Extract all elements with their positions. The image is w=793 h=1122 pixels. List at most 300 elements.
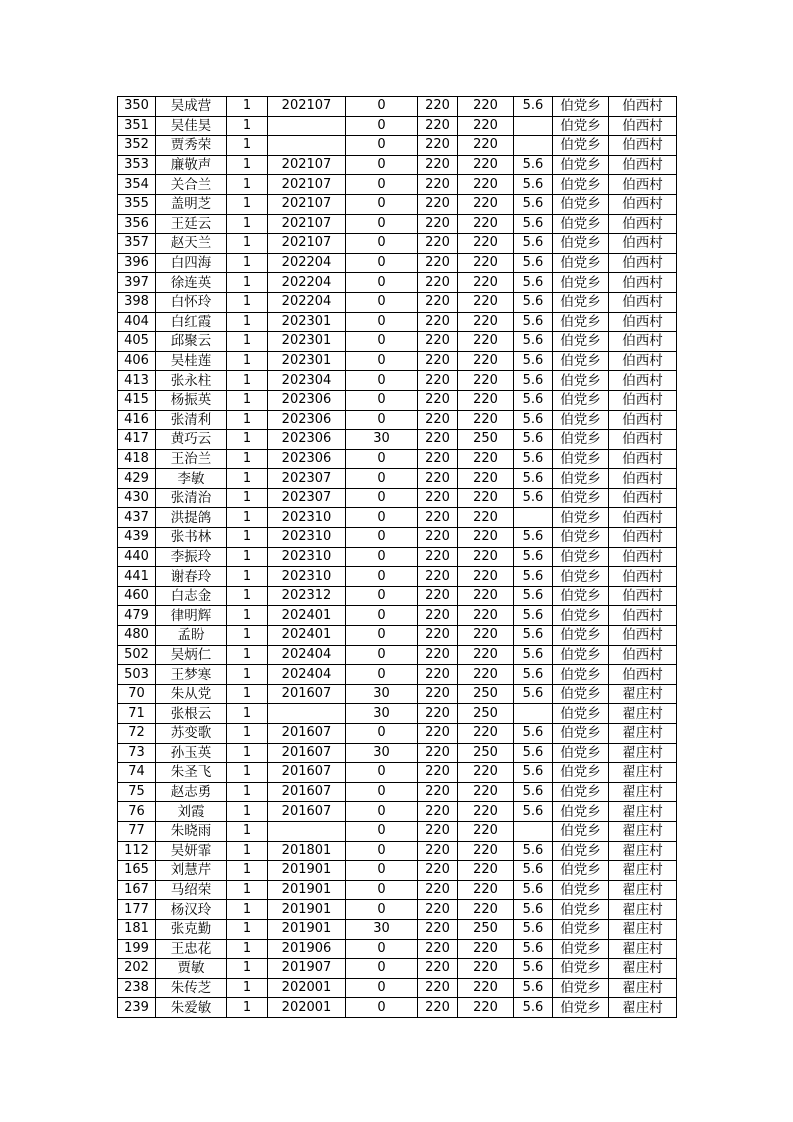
cell-name: 朱爱敏 (156, 998, 227, 1018)
cell-total-amount: 220 (458, 645, 514, 665)
cell-name: 朱圣飞 (156, 763, 227, 783)
cell-base-amount: 220 (418, 234, 458, 254)
cell-base-amount: 220 (418, 469, 458, 489)
cell-supplement: 0 (346, 136, 418, 156)
cell-row-number: 413 (118, 371, 156, 391)
cell-name: 洪提鸽 (156, 508, 227, 528)
cell-start-month: 202107 (268, 155, 346, 175)
cell-supplement: 0 (346, 410, 418, 430)
cell-count: 1 (227, 351, 268, 371)
cell-rate: 5.6 (514, 253, 553, 273)
cell-start-month: 202301 (268, 312, 346, 332)
cell-rate: 5.6 (514, 292, 553, 312)
cell-rate (514, 704, 553, 724)
cell-name: 吴桂莲 (156, 351, 227, 371)
cell-count: 1 (227, 175, 268, 195)
cell-village: 伯西村 (609, 410, 677, 430)
cell-count: 1 (227, 900, 268, 920)
cell-rate: 5.6 (514, 410, 553, 430)
cell-rate: 5.6 (514, 332, 553, 352)
cell-village: 翟庄村 (609, 763, 677, 783)
table-row (118, 273, 677, 293)
cell-base-amount: 220 (418, 488, 458, 508)
cell-total-amount: 220 (458, 528, 514, 548)
cell-township: 伯党乡 (553, 900, 609, 920)
cell-name: 张永柱 (156, 371, 227, 391)
cell-township: 伯党乡 (553, 488, 609, 508)
cell-count: 1 (227, 292, 268, 312)
cell-start-month: 201607 (268, 802, 346, 822)
cell-township: 伯党乡 (553, 998, 609, 1018)
table-row (118, 488, 677, 508)
cell-township: 伯党乡 (553, 175, 609, 195)
cell-rate: 5.6 (514, 959, 553, 979)
table-row (118, 684, 677, 704)
cell-supplement: 0 (346, 351, 418, 371)
cell-start-month (268, 704, 346, 724)
cell-row-number: 503 (118, 665, 156, 685)
cell-count: 1 (227, 332, 268, 352)
table-row (118, 586, 677, 606)
cell-rate: 5.6 (514, 528, 553, 548)
cell-start-month: 201607 (268, 684, 346, 704)
cell-township: 伯党乡 (553, 724, 609, 744)
cell-township: 伯党乡 (553, 332, 609, 352)
cell-village: 伯西村 (609, 273, 677, 293)
cell-rate: 5.6 (514, 724, 553, 744)
cell-count: 1 (227, 136, 268, 156)
cell-count: 1 (227, 978, 268, 998)
cell-row-number: 502 (118, 645, 156, 665)
cell-village: 翟庄村 (609, 684, 677, 704)
cell-count: 1 (227, 528, 268, 548)
cell-count: 1 (227, 234, 268, 254)
cell-row-number: 202 (118, 959, 156, 979)
cell-township: 伯党乡 (553, 665, 609, 685)
cell-total-amount: 220 (458, 567, 514, 587)
cell-name: 白志金 (156, 586, 227, 606)
table-row (118, 998, 677, 1018)
cell-row-number: 355 (118, 194, 156, 214)
cell-supplement: 0 (346, 978, 418, 998)
cell-supplement: 0 (346, 567, 418, 587)
table-row (118, 821, 677, 841)
cell-count: 1 (227, 567, 268, 587)
cell-village: 翟庄村 (609, 959, 677, 979)
cell-start-month: 202310 (268, 528, 346, 548)
cell-township: 伯党乡 (553, 586, 609, 606)
cell-row-number: 165 (118, 861, 156, 881)
cell-total-amount: 220 (458, 782, 514, 802)
cell-start-month: 201906 (268, 939, 346, 959)
cell-supplement: 0 (346, 508, 418, 528)
cell-village: 伯西村 (609, 253, 677, 273)
cell-name: 朱传芝 (156, 978, 227, 998)
cell-township: 伯党乡 (553, 763, 609, 783)
cell-base-amount: 220 (418, 978, 458, 998)
cell-start-month: 202301 (268, 351, 346, 371)
cell-supplement: 0 (346, 821, 418, 841)
cell-base-amount: 220 (418, 900, 458, 920)
cell-total-amount: 220 (458, 665, 514, 685)
table-row (118, 194, 677, 214)
cell-name: 杨振英 (156, 390, 227, 410)
cell-rate: 5.6 (514, 469, 553, 489)
cell-start-month: 201907 (268, 959, 346, 979)
table-row (118, 214, 677, 234)
cell-supplement: 0 (346, 292, 418, 312)
cell-total-amount: 250 (458, 743, 514, 763)
table-row (118, 97, 677, 117)
cell-supplement: 0 (346, 586, 418, 606)
cell-village: 翟庄村 (609, 978, 677, 998)
cell-row-number: 238 (118, 978, 156, 998)
records-table (117, 96, 677, 1018)
cell-row-number: 418 (118, 449, 156, 469)
cell-row-number: 357 (118, 234, 156, 254)
cell-start-month (268, 821, 346, 841)
cell-start-month: 202107 (268, 234, 346, 254)
cell-village: 伯西村 (609, 175, 677, 195)
cell-start-month: 202107 (268, 97, 346, 117)
cell-supplement: 0 (346, 116, 418, 136)
cell-name: 张克勤 (156, 919, 227, 939)
cell-base-amount: 220 (418, 273, 458, 293)
cell-township: 伯党乡 (553, 116, 609, 136)
cell-base-amount: 220 (418, 547, 458, 567)
cell-total-amount: 220 (458, 978, 514, 998)
cell-village: 翟庄村 (609, 880, 677, 900)
cell-start-month: 201607 (268, 782, 346, 802)
cell-total-amount: 220 (458, 136, 514, 156)
cell-count: 1 (227, 390, 268, 410)
cell-name: 王治兰 (156, 449, 227, 469)
cell-rate: 5.6 (514, 802, 553, 822)
cell-supplement: 0 (346, 763, 418, 783)
cell-start-month: 202312 (268, 586, 346, 606)
cell-total-amount: 220 (458, 273, 514, 293)
table-row (118, 567, 677, 587)
cell-rate: 5.6 (514, 782, 553, 802)
cell-name: 王忠花 (156, 939, 227, 959)
table-row (118, 939, 677, 959)
cell-start-month: 202307 (268, 469, 346, 489)
cell-name: 邱聚云 (156, 332, 227, 352)
cell-count: 1 (227, 645, 268, 665)
cell-start-month: 202001 (268, 978, 346, 998)
cell-base-amount: 220 (418, 959, 458, 979)
cell-start-month: 202204 (268, 292, 346, 312)
cell-village: 伯西村 (609, 97, 677, 117)
cell-name: 徐连英 (156, 273, 227, 293)
cell-supplement: 0 (346, 469, 418, 489)
cell-row-number: 439 (118, 528, 156, 548)
cell-row-number: 177 (118, 900, 156, 920)
cell-total-amount: 220 (458, 802, 514, 822)
cell-count: 1 (227, 273, 268, 293)
cell-township: 伯党乡 (553, 136, 609, 156)
cell-start-month: 202107 (268, 214, 346, 234)
cell-supplement: 0 (346, 880, 418, 900)
cell-total-amount: 220 (458, 253, 514, 273)
cell-rate: 5.6 (514, 645, 553, 665)
cell-name: 李振玲 (156, 547, 227, 567)
cell-start-month: 202301 (268, 332, 346, 352)
cell-start-month: 202401 (268, 606, 346, 626)
cell-start-month (268, 136, 346, 156)
cell-name: 朱晓雨 (156, 821, 227, 841)
cell-supplement: 0 (346, 802, 418, 822)
cell-total-amount: 250 (458, 430, 514, 450)
cell-count: 1 (227, 782, 268, 802)
cell-row-number: 350 (118, 97, 156, 117)
cell-total-amount: 220 (458, 469, 514, 489)
cell-supplement: 0 (346, 939, 418, 959)
cell-total-amount: 220 (458, 861, 514, 881)
cell-start-month: 202204 (268, 253, 346, 273)
cell-village: 伯西村 (609, 292, 677, 312)
cell-village: 伯西村 (609, 665, 677, 685)
cell-start-month: 202310 (268, 508, 346, 528)
cell-rate: 5.6 (514, 861, 553, 881)
cell-village: 翟庄村 (609, 704, 677, 724)
cell-base-amount: 220 (418, 332, 458, 352)
cell-township: 伯党乡 (553, 684, 609, 704)
table-row (118, 782, 677, 802)
cell-count: 1 (227, 214, 268, 234)
cell-row-number: 416 (118, 410, 156, 430)
cell-supplement: 0 (346, 782, 418, 802)
cell-base-amount: 220 (418, 292, 458, 312)
cell-name: 吴妍霏 (156, 841, 227, 861)
cell-rate: 5.6 (514, 567, 553, 587)
cell-township: 伯党乡 (553, 312, 609, 332)
cell-row-number: 405 (118, 332, 156, 352)
cell-name: 黄巧云 (156, 430, 227, 450)
cell-rate: 5.6 (514, 665, 553, 685)
cell-count: 1 (227, 743, 268, 763)
table-row (118, 528, 677, 548)
cell-count: 1 (227, 665, 268, 685)
cell-township: 伯党乡 (553, 194, 609, 214)
cell-township: 伯党乡 (553, 567, 609, 587)
cell-rate: 5.6 (514, 194, 553, 214)
cell-supplement: 0 (346, 488, 418, 508)
cell-start-month: 201901 (268, 880, 346, 900)
cell-row-number: 437 (118, 508, 156, 528)
cell-rate: 5.6 (514, 919, 553, 939)
cell-base-amount: 220 (418, 155, 458, 175)
cell-row-number: 441 (118, 567, 156, 587)
cell-row-number: 417 (118, 430, 156, 450)
cell-base-amount: 220 (418, 567, 458, 587)
cell-supplement: 0 (346, 449, 418, 469)
cell-name: 白红霞 (156, 312, 227, 332)
cell-township: 伯党乡 (553, 449, 609, 469)
cell-base-amount: 220 (418, 704, 458, 724)
table-row (118, 919, 677, 939)
cell-total-amount: 220 (458, 488, 514, 508)
cell-name: 刘慧芹 (156, 861, 227, 881)
cell-name: 马绍荣 (156, 880, 227, 900)
cell-base-amount: 220 (418, 449, 458, 469)
cell-start-month: 202404 (268, 665, 346, 685)
cell-total-amount: 220 (458, 234, 514, 254)
cell-row-number: 199 (118, 939, 156, 959)
table-row (118, 724, 677, 744)
cell-total-amount: 220 (458, 900, 514, 920)
cell-name: 孟盼 (156, 626, 227, 646)
cell-rate (514, 508, 553, 528)
cell-village: 翟庄村 (609, 998, 677, 1018)
cell-rate: 5.6 (514, 234, 553, 254)
cell-rate (514, 821, 553, 841)
cell-name: 盖明芝 (156, 194, 227, 214)
cell-township: 伯党乡 (553, 626, 609, 646)
cell-rate: 5.6 (514, 371, 553, 391)
cell-name: 赵天兰 (156, 234, 227, 254)
cell-village: 翟庄村 (609, 919, 677, 939)
cell-village: 伯西村 (609, 312, 677, 332)
cell-township: 伯党乡 (553, 919, 609, 939)
cell-row-number: 480 (118, 626, 156, 646)
cell-count: 1 (227, 312, 268, 332)
cell-supplement: 0 (346, 626, 418, 646)
cell-supplement: 0 (346, 645, 418, 665)
cell-row-number: 356 (118, 214, 156, 234)
cell-township: 伯党乡 (553, 959, 609, 979)
cell-township: 伯党乡 (553, 743, 609, 763)
cell-count: 1 (227, 508, 268, 528)
cell-total-amount: 220 (458, 959, 514, 979)
cell-name: 律明辉 (156, 606, 227, 626)
cell-count: 1 (227, 547, 268, 567)
cell-row-number: 479 (118, 606, 156, 626)
cell-total-amount: 250 (458, 704, 514, 724)
cell-total-amount: 250 (458, 684, 514, 704)
cell-township: 伯党乡 (553, 782, 609, 802)
cell-township: 伯党乡 (553, 704, 609, 724)
cell-base-amount: 220 (418, 724, 458, 744)
cell-base-amount: 220 (418, 861, 458, 881)
cell-village: 翟庄村 (609, 900, 677, 920)
cell-rate: 5.6 (514, 547, 553, 567)
cell-start-month: 202310 (268, 567, 346, 587)
cell-row-number: 351 (118, 116, 156, 136)
cell-village: 伯西村 (609, 116, 677, 136)
cell-village: 伯西村 (609, 332, 677, 352)
cell-start-month: 202401 (268, 626, 346, 646)
cell-township: 伯党乡 (553, 802, 609, 822)
cell-supplement: 30 (346, 704, 418, 724)
cell-row-number: 112 (118, 841, 156, 861)
cell-name: 张根云 (156, 704, 227, 724)
table-row (118, 547, 677, 567)
cell-total-amount: 220 (458, 880, 514, 900)
cell-name: 王廷云 (156, 214, 227, 234)
cell-township: 伯党乡 (553, 978, 609, 998)
cell-name: 吴成营 (156, 97, 227, 117)
cell-start-month: 202306 (268, 449, 346, 469)
cell-row-number: 353 (118, 155, 156, 175)
table-row (118, 234, 677, 254)
cell-base-amount: 220 (418, 880, 458, 900)
cell-name: 贾敏 (156, 959, 227, 979)
cell-village: 翟庄村 (609, 821, 677, 841)
cell-total-amount: 220 (458, 606, 514, 626)
cell-total-amount: 220 (458, 586, 514, 606)
cell-count: 1 (227, 155, 268, 175)
cell-start-month: 202306 (268, 430, 346, 450)
cell-rate: 5.6 (514, 155, 553, 175)
cell-row-number: 396 (118, 253, 156, 273)
cell-count: 1 (227, 763, 268, 783)
cell-township: 伯党乡 (553, 841, 609, 861)
cell-village: 翟庄村 (609, 802, 677, 822)
table-row (118, 371, 677, 391)
cell-supplement: 0 (346, 194, 418, 214)
cell-rate: 5.6 (514, 841, 553, 861)
cell-count: 1 (227, 371, 268, 391)
cell-count: 1 (227, 410, 268, 430)
cell-supplement: 0 (346, 390, 418, 410)
cell-village: 伯西村 (609, 351, 677, 371)
cell-base-amount: 220 (418, 684, 458, 704)
cell-village: 伯西村 (609, 586, 677, 606)
cell-rate: 5.6 (514, 684, 553, 704)
cell-supplement: 0 (346, 175, 418, 195)
cell-total-amount: 220 (458, 626, 514, 646)
cell-supplement: 0 (346, 332, 418, 352)
cell-total-amount: 220 (458, 292, 514, 312)
cell-total-amount: 220 (458, 332, 514, 352)
cell-base-amount: 220 (418, 763, 458, 783)
cell-rate: 5.6 (514, 97, 553, 117)
cell-count: 1 (227, 469, 268, 489)
cell-village: 伯西村 (609, 547, 677, 567)
cell-total-amount: 220 (458, 116, 514, 136)
cell-start-month: 201607 (268, 743, 346, 763)
cell-rate: 5.6 (514, 390, 553, 410)
cell-village: 翟庄村 (609, 724, 677, 744)
cell-row-number: 398 (118, 292, 156, 312)
cell-village: 伯西村 (609, 194, 677, 214)
table-row (118, 959, 677, 979)
cell-supplement: 30 (346, 743, 418, 763)
cell-base-amount: 220 (418, 802, 458, 822)
table-row (118, 292, 677, 312)
cell-start-month: 202306 (268, 390, 346, 410)
cell-total-amount: 220 (458, 175, 514, 195)
cell-total-amount: 220 (458, 410, 514, 430)
cell-start-month: 202310 (268, 547, 346, 567)
cell-township: 伯党乡 (553, 273, 609, 293)
cell-village: 伯西村 (609, 645, 677, 665)
cell-base-amount: 220 (418, 528, 458, 548)
cell-start-month: 201801 (268, 841, 346, 861)
cell-rate: 5.6 (514, 743, 553, 763)
cell-base-amount: 220 (418, 136, 458, 156)
records-table-body (118, 97, 677, 1018)
cell-base-amount: 220 (418, 390, 458, 410)
cell-township: 伯党乡 (553, 861, 609, 881)
cell-rate: 5.6 (514, 488, 553, 508)
cell-base-amount: 220 (418, 782, 458, 802)
cell-supplement: 0 (346, 371, 418, 391)
cell-total-amount: 220 (458, 390, 514, 410)
cell-supplement: 0 (346, 528, 418, 548)
cell-base-amount: 220 (418, 214, 458, 234)
